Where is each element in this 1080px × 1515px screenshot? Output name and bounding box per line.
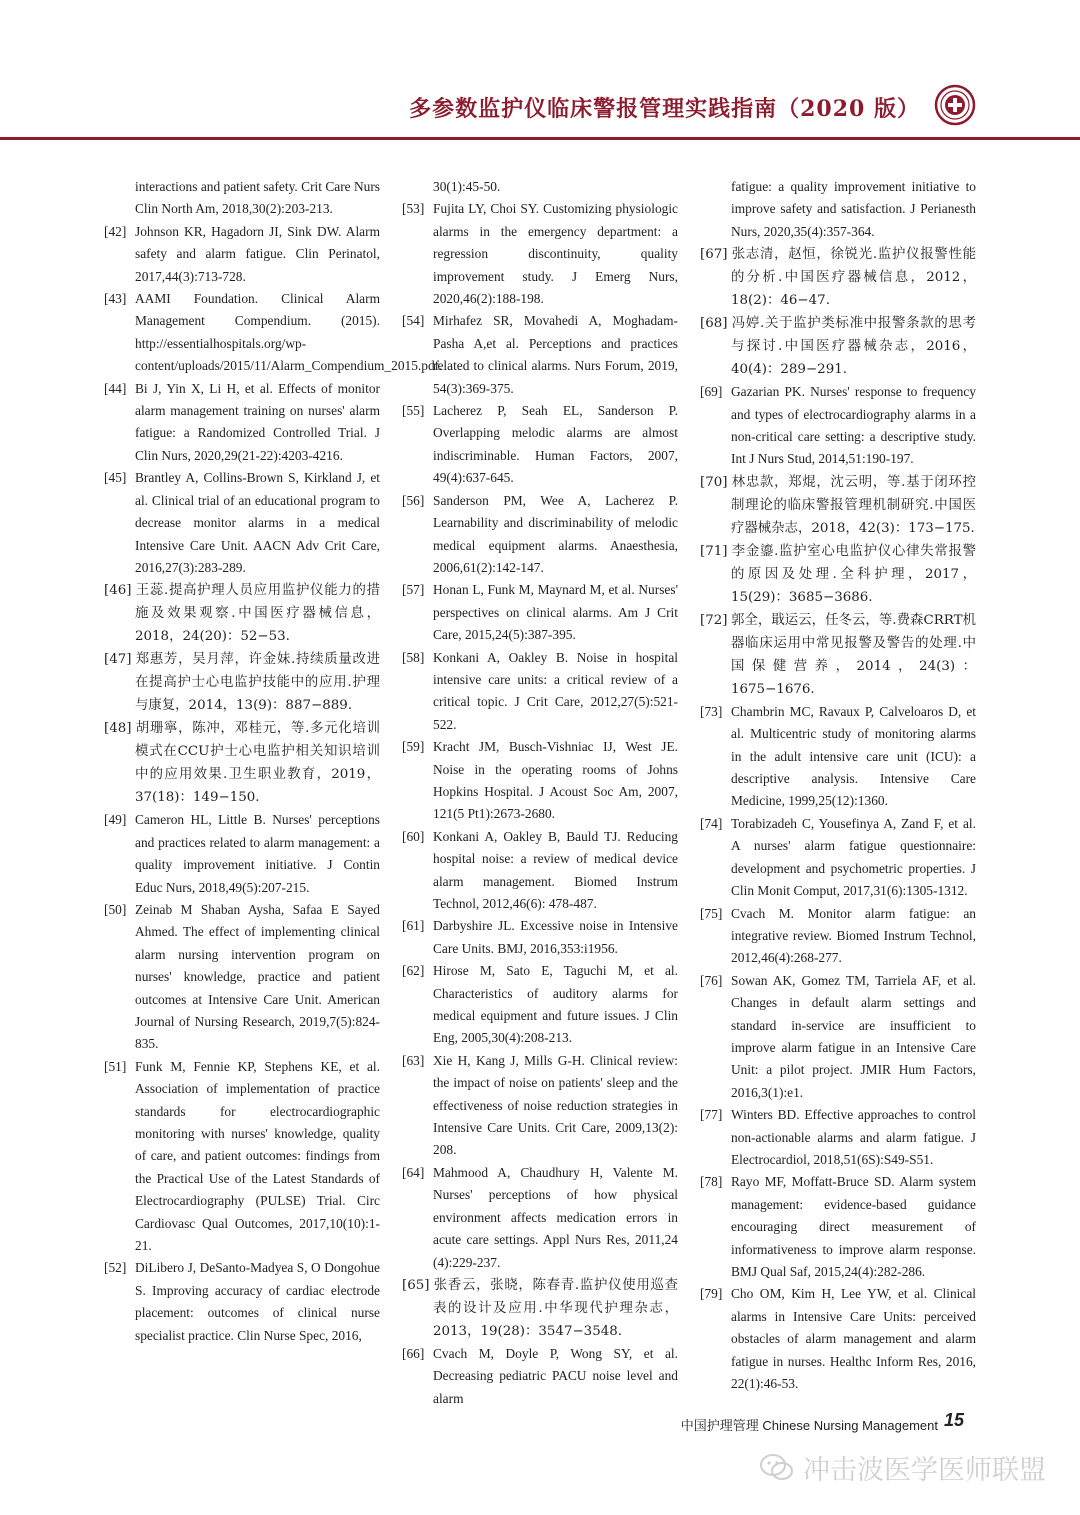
reference-entry [104,176,380,221]
reference-text: Cvach M. Monitor alarm fatigue: an integrative review. Biomed Instrum Technol, 2012,46(4):268-277. [731,905,976,966]
reference-text: 郑惠芳，吴月萍，许金妹.持续质量改进在提高护士心电监护技能中的应用.护理与康复，2014，13(9)：887−889. [135,652,380,714]
reference-text: Brantley A, Collins-Brown S, Kirkland J, et al. Clinical trial of an educational program to decrease monitor alarms in a medical Intensive Care Unit. AACN Adv Crit Care, 2016,27(3):283-289. [135,470,380,575]
reference-entry [700,701,976,813]
reference-entry [700,903,976,970]
reference-entry [402,490,678,580]
reference-text: Chambrin MC, Ravaux P, Calveloaros D, et al. Multicentric study of monitoring alarms in the adult intensive care unit (ICU): a descriptive analysis. Intensive Care Medicine, 1999,25(12):1360. [731,703,976,809]
reference-number: [69] [700,384,723,400]
reference-entry [402,400,678,490]
reference-number: [68] [700,316,728,332]
reference-number: [64] [402,1164,425,1180]
reference-text: Xie H, Kang J, Mills G-H. Clinical review: the impact of noise on patients' sleep and the effectiveness of noise reduction strategies in Intensive Care Units. Crit Care, 2009,13(2): 208. [433,1052,678,1158]
reference-text: Mahmood A, Chaudhury H, Valente M. Nurses' perceptions of how physical environment affects medication errors in acute care settings. Appl Nurs Res, 2011,24 (4):229-237. [433,1164,678,1270]
reference-text: Sowan AK, Gomez TM, Tarriela AF, et al. Changes in default alarm settings and standard in-service are insufficient to improve alarm fatigue in an Intensive Care Unit: a pilot project. JMIR Hum Factors, 2016,3(1):e1. [731,972,976,1100]
reference-text: Konkani A, Oakley B. Noise in hospital intensive care units: a critical review of a critical topic. J Crit Care, 2012,27(5):521-522. [433,649,678,732]
reference-entry [700,609,976,701]
hospital-emblem-icon [934,84,976,126]
reference-number: [65] [402,1277,430,1293]
reference-column-2 [402,176,678,1410]
reference-text: Winters BD. Effective approaches to control non-actionable alarms and alarm fatigue. J Electrocardiol, 2018,51(6S):S49-S51. [731,1107,976,1167]
page-number: 15 [943,1410,964,1430]
reference-text: AAMI Foundation. Clinical Alarm Management Compendium. (2015). http://essentialhospitals.org/wp-content/uploads/2015/11/Alarm_Compendium_2015.pdf. [135,291,443,374]
reference-entry [402,736,678,826]
reference-number: [71] [700,543,728,559]
watermark [759,1448,1046,1487]
reference-text: Zeinab M Shaban Aysha, Safaa E Sayed Ahmed. The effect of implementing clinical alarm nursing intervention program on nurses' knowledge, practice and patient outcomes at Intensive Care Unit. American Journal of Nursing Research, 2019,7(5):824-835. [135,901,380,1052]
reference-text: Fujita LY, Choi SY. Customizing physiologic alarms in the emergency department: a regression discontinuity, quality improvement study. J Emerg Nurs, 2020,46(2):188-198. [433,201,678,307]
reference-number: [78] [700,1174,723,1190]
reference-entry [700,1283,976,1395]
reference-entry [104,648,380,717]
reference-entry [104,1056,380,1258]
reference-text: Lacherez P, Seah EL, Sanderson P. Overlapping melodic alarms are almost indiscriminable. Human Factors, 2007, 49(4):637-645. [433,403,678,486]
reference-number: [61] [402,918,425,934]
reference-entry [104,809,380,899]
reference-text: Cameron HL, Little B. Nurses' perceptions and practices related to alarm management: a quality improvement initiative. J Contin Educ Nurs, 2018,49(5):207-215. [135,812,380,895]
reference-number: [67] [700,247,728,263]
reference-text: 张香云，张晓，陈春青.监护仪使用巡查表的设计及应用.中华现代护理杂志，2013，19(28)：3547−3548. [433,1277,678,1339]
reference-text: DiLibero J, DeSanto-Madyea S, O Dongohue S. Improving accuracy of cardiac electrode placement: outcomes of clinical nurse specialist practice. Clin Nurse Spec, 2016, [135,1260,380,1343]
reference-number: [63] [402,1052,425,1068]
reference-entry [402,1162,678,1274]
reference-entry [700,1171,976,1283]
reference-entry [104,717,380,809]
reference-entry [700,1104,976,1171]
reference-number: [49] [104,812,127,828]
reference-number: [53] [402,201,425,217]
reference-number: [60] [402,828,425,844]
reference-number: [59] [402,739,425,755]
reference-number: [58] [402,649,425,665]
reference-text: Konkani A, Oakley B, Bauld TJ. Reducing hospital noise: a review of medical device alarm management. Biomed Instrum Technol, 2012,46(6): 478-487. [433,828,678,911]
reference-number: [47] [104,652,132,668]
reference-text: 30(1):45-50. [433,179,501,194]
reference-entry [700,381,976,471]
reference-entry [104,467,380,579]
guideline-title: 多参数监护仪临床警报管理实践指南（2020 版） [409,96,920,122]
reference-text: Hirose M, Sato E, Taguchi M, et al. Characteristics of auditory alarms for medical equipment and future issues. J Clin Eng, 2005,30(4):208-213. [433,963,678,1046]
reference-text: Honan L, Funk M, Maynard M, et al. Nurses' perspectives on clinical alarms. Am J Crit Care, 2015,24(5):387-395. [433,582,678,643]
reference-entry [700,312,976,381]
reference-number: [51] [104,1058,127,1074]
reference-column-3 [700,176,976,1395]
reference-number: [42] [104,223,127,239]
reference-entry [700,243,976,312]
reference-entry [104,378,380,468]
reference-entry [104,579,380,648]
reference-number: [77] [700,1107,723,1123]
reference-entry [402,826,678,916]
reference-text: fatigue: a quality improvement initiative to improve safety and satisfaction. J Perianesth Nurs, 2020,35(4):357-364. [731,179,976,239]
reference-text: 李金鎏.监护室心电监护仪心律失常报警的原因及处理.全科护理，2017，15(29)：3685−3686. [731,543,976,605]
reference-number: [75] [700,905,723,921]
reference-number: [62] [402,963,425,979]
wechat-icon [759,1453,795,1483]
reference-text: 郭全，戢运云，任冬云，等.费森CRRT机器临床运用中常见报警及警告的处理.中国保健营养，2014，24(3)：1675−1676. [731,612,976,697]
reference-number: [50] [104,901,127,917]
reference-number: [76] [700,972,723,988]
reference-number: [55] [402,403,425,419]
reference-entry [700,970,976,1104]
reference-entry [402,647,678,737]
reference-number: [74] [700,815,723,831]
reference-number: [73] [700,703,723,719]
reference-number: [57] [402,582,425,598]
reference-number: [45] [104,470,127,486]
reference-number: [56] [402,492,425,508]
reference-entry [700,471,976,540]
reference-entry [700,540,976,609]
reference-number: [66] [402,1345,425,1361]
reference-number: [79] [700,1286,723,1302]
reference-entry [402,1050,678,1162]
reference-number: [44] [104,380,127,396]
reference-text: Torabizadeh C, Yousefinya A, Zand F, et al. A nurses' alarm fatigue questionnaire: development and psychometric properties. J Clin Monit Comput, 2017,31(6):1305-1312. [731,815,976,899]
reference-number: [70] [700,474,728,490]
reference-text: 林忠款，郑焜，沈云明，等.基于闭环控制理论的临床警报管理机制研究.中国医疗器械杂志，2018，42(3)：173−175. [731,474,976,536]
reference-entry [402,310,678,400]
reference-number: [46] [104,583,132,599]
reference-entry [104,221,380,288]
reference-number: [43] [104,291,127,307]
reference-text: Kracht JM, Busch-Vishniac IJ, West JE. Noise in the operating rooms of Johns Hopkins Hospital. J Acoust Soc Am, 2007, 121(5 Pt1):2673-2680. [433,739,678,822]
reference-entry [104,1257,380,1347]
reference-text: Rayo MF, Moffatt-Bruce SD. Alarm system management: evidence-based guidance encouraging direct measurement of informativeness to improve alarm response. BMJ Qual Saf, 2015,24(4):282-286. [731,1174,976,1279]
watermark-text: 冲击波医学医师联盟 [803,1455,1046,1486]
reference-text: Gazarian PK. Nurses' response to frequency and types of electrocardiography alarms in a non-critical care setting: a descriptive study. Int J Nurs Stud, 2014,51:190-197. [731,384,976,467]
reference-number: [48] [104,721,132,737]
reference-entry [402,915,678,960]
reference-text: Sanderson PM, Wee A, Lacherez P. Learnability and discriminability of melodic medical equipment alarms. Anaesthesia, 2006,61(2):142-147. [433,492,678,575]
reference-number: [72] [700,612,728,628]
reference-number: [52] [104,1260,127,1276]
journal-name: 中国护理管理 Chinese Nursing Management [680,1418,938,1433]
reference-entry [402,1343,678,1410]
reference-entry [402,198,678,310]
reference-text: 张志清，赵恒，徐锐光.监护仪报警性能的分析.中国医疗器械信息，2012，18(2)：46−47. [731,247,976,309]
reference-text: Cho OM, Kim H, Lee YW, et al. Clinical alarms in Intensive Care Units: perceived obstacles of alarm management and alarm fatigue in nurses. Healthc Inform Res, 2016, 22(1):46-53. [731,1286,976,1392]
reference-entry [402,1274,678,1343]
reference-entry [402,960,678,1050]
reference-text: 胡珊寧，陈冲，邓桂元，等.多元化培训模式在CCU护士心电监护相关知识培训中的应用效果.卫生职业教育，2019，37(18)：149−150. [135,721,380,806]
reference-text: Johnson KR, Hagadorn JI, Sink DW. Alarm safety and alarm fatigue. Clin Perinatol, 2017,44(3):713-728. [135,223,380,284]
reference-text: Bi J, Yin X, Li H, et al. Effects of monitor alarm management training on nurses' alarm fatigue: a Randomized Controlled Trial. J Clin Nurs, 2020,29(21-22):4203-4216. [135,380,380,463]
reference-number: [54] [402,313,425,329]
reference-text: Mirhafez SR, Movahedi A, Moghadam-Pasha A,et al. Perceptions and practices related to clinical alarms. Nurs Forum, 2019, 54(3):369-375. [433,313,678,396]
reference-text: Cvach M, Doyle P, Wong SY, et al. Decreasing pediatric PACU noise level and alarm [433,1345,678,1406]
reference-entry [402,176,678,198]
reference-text: 冯婷.关于监护类标准中报警条款的思考与探讨.中国医疗器械杂志，2016，40(4)：289−291. [731,316,976,378]
reference-text: interactions and patient safety. Crit Care Nurs Clin North Am, 2018,30(2):203-213. [135,179,380,217]
reference-entry [700,176,976,243]
reference-text: Darbyshire JL. Excessive noise in Intensive Care Units. BMJ, 2016,353:i1956. [433,918,678,956]
header-rule [0,137,1080,140]
reference-text: 王蕊.提高护理人员应用监护仪能力的措施及效果观察.中国医疗器械信息，2018，24(20)：52−53. [135,583,380,645]
reference-entry [104,899,380,1056]
reference-entry [700,813,976,903]
reference-text: Funk M, Fennie KP, Stephens KE, et al. Association of implementation of practice standards for electrocardiographic monitoring with nurses' knowledge, quality of care, and patient outcomes: findings from the Practical Use of the Latest Standards of Electrocardiography (PULSE) Trial. Circ Cardiovasc Qual Outcomes, 2017,10(10):1-21. [135,1058,380,1254]
reference-entry [402,579,678,646]
